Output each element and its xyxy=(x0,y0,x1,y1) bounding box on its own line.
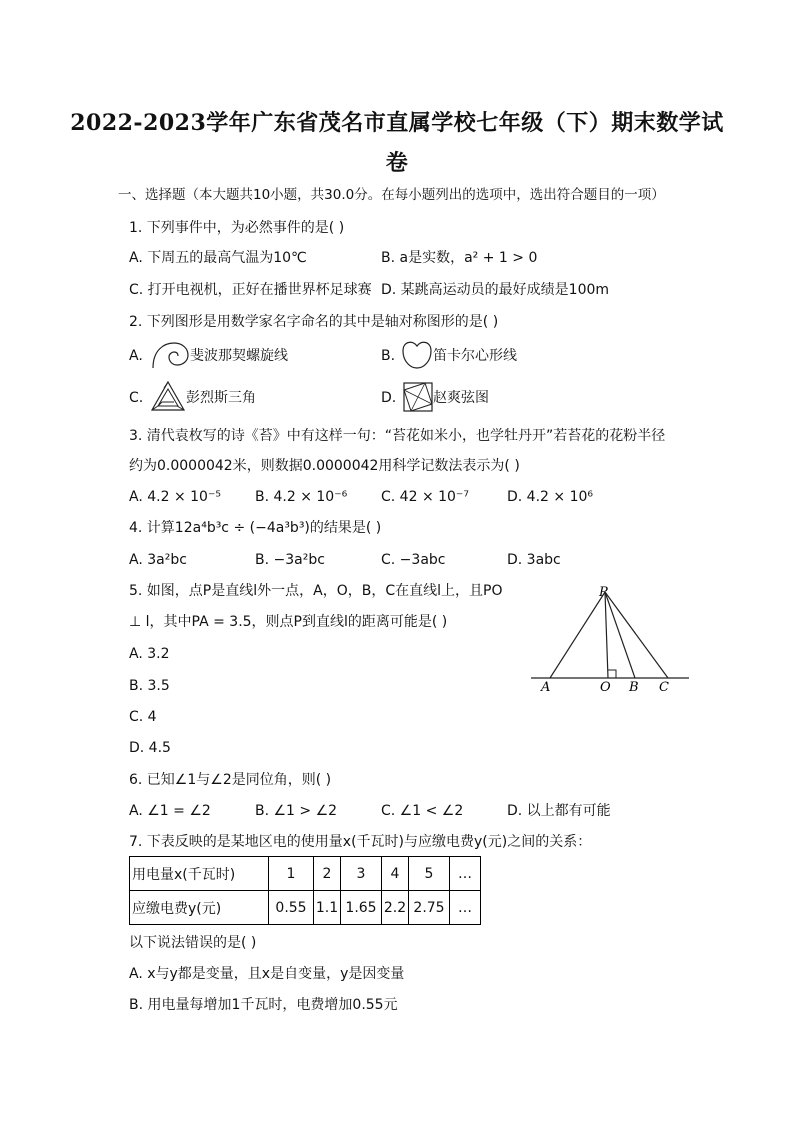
question-2-option-c-prefix: C. xyxy=(129,390,144,406)
question-2-option-a-prefix: A. xyxy=(129,348,143,364)
question-6-stem: 6. 已知∠1与∠2是同位角，则( ) xyxy=(129,772,332,788)
table-row xyxy=(130,857,481,891)
question-3-stem-line2: 约为0.0000042米，则数据0.0000042用科学记数法表示为( ) xyxy=(129,458,520,474)
question-1-option-b: B. a是实数，a² + 1 > 0 xyxy=(381,250,538,266)
question-7-option-b: B. 用电量每增加1千瓦时，电费增加0.55元 xyxy=(129,997,398,1013)
geometry-figure xyxy=(525,578,695,698)
question-1-option-a: A. 下周五的最高气温为10℃ xyxy=(129,250,307,266)
question-2-option-c-label: 彭烈斯三角 xyxy=(186,390,256,406)
table-cell: 5 xyxy=(409,857,450,891)
section-heading: 一、选择题（本大题共10小题，共30.0分。在每小题列出的选项中，选出符合题目的一项） xyxy=(118,187,665,203)
cardioid-icon xyxy=(401,340,433,370)
page-title-line2: 卷 xyxy=(385,150,409,176)
label-B: B xyxy=(629,680,639,695)
question-6-option-a: A. ∠1 = ∠2 xyxy=(129,803,211,819)
question-6-option-c: C. ∠1 < ∠2 xyxy=(381,803,464,819)
question-2-stem: 2. 下列图形是用数学家名字命名的其中是轴对称图形的是( ) xyxy=(129,314,499,330)
question-2-option-d-prefix: D. xyxy=(381,390,397,406)
table-cell: 4 xyxy=(382,857,409,891)
table-row-header: 用电量x(千瓦时) xyxy=(130,857,269,891)
table-cell: 1.1 xyxy=(314,891,341,925)
table-cell: 3 xyxy=(341,857,382,891)
question-3-stem-line1: 3. 清代袁枚写的诗《苔》中有这样一句：“苔花如米小，也学牡丹开”若苔花的花粉半径 xyxy=(129,428,666,444)
question-2-option-d-label: 赵爽弦图 xyxy=(433,390,489,406)
page-title-line1: 2022-2023学年广东省茂名市直属学校七年级（下）期末数学试 xyxy=(70,110,724,136)
penrose-triangle-icon xyxy=(150,380,186,414)
table-cell: … xyxy=(450,857,481,891)
question-1-stem: 1. 下列事件中，为必然事件的是( ) xyxy=(129,220,345,236)
question-4-stem: 4. 计算12a⁴b³c ÷ (−4a³b³)的结果是( ) xyxy=(129,520,382,536)
question-5-option-c: C. 4 xyxy=(129,709,157,725)
question-7-stem: 7. 下表反映的是某地区电的使用量x(千瓦时)与应缴电费y(元)之间的关系： xyxy=(129,834,592,850)
label-C: C xyxy=(659,680,669,695)
fibonacci-spiral-icon xyxy=(150,340,190,370)
segment-PA xyxy=(550,592,605,678)
question-5-option-b: B. 3.5 xyxy=(129,678,170,694)
question-3-option-c: C. 42 × 10⁻⁷ xyxy=(381,489,469,505)
question-4-option-c: C. −3abc xyxy=(381,552,446,568)
question-4-option-d: D. 3abc xyxy=(507,552,561,568)
question-4-option-a: A. 3a²bc xyxy=(129,552,187,568)
table-row-header: 应缴电费y(元) xyxy=(130,891,269,925)
right-angle-mark xyxy=(608,670,616,678)
question-6-option-d: D. 以上都有可能 xyxy=(507,803,611,819)
question-5-option-a: A. 3.2 xyxy=(129,646,170,662)
table-cell: … xyxy=(450,891,481,925)
question-3-option-d: D. 4.2 × 10⁶ xyxy=(507,489,594,505)
question-5-option-d: D. 4.5 xyxy=(129,740,171,756)
table-cell: 2 xyxy=(314,857,341,891)
question-2-option-b-label: 笛卡尔心形线 xyxy=(433,348,517,364)
label-A: A xyxy=(541,680,551,695)
segment-PC xyxy=(605,592,668,678)
question-7-option-a: A. x与y都是变量，且x是自变量，y是因变量 xyxy=(129,966,405,982)
question-3-option-a: A. 4.2 × 10⁻⁵ xyxy=(129,489,221,505)
question-1-option-d: D. 某跳高运动员的最好成绩是100m xyxy=(381,282,610,298)
table-cell: 1.65 xyxy=(341,891,382,925)
question-6-option-b: B. ∠1 > ∠2 xyxy=(255,803,338,819)
table-cell: 0.55 xyxy=(269,891,314,925)
segment-PB xyxy=(605,592,635,678)
segment-PO xyxy=(605,592,608,678)
question-7-prompt: 以下说法错误的是( ) xyxy=(129,935,257,951)
table-row xyxy=(130,891,481,925)
table-cell: 1 xyxy=(269,857,314,891)
table-cell: 2.75 xyxy=(409,891,450,925)
table-cell: 2.2 xyxy=(382,891,409,925)
question-5-stem-line1: 5. 如图，点P是直线l外一点，A，O，B，C在直线l上，且PO xyxy=(129,583,503,599)
question-3-option-b: B. 4.2 × 10⁻⁶ xyxy=(255,489,348,505)
usage-fee-table xyxy=(129,856,481,925)
question-5-stem-line2: ⊥ l，其中PA = 3.5，则点P到直线l的距离可能是( ) xyxy=(129,614,448,630)
question-4-option-b: B. −3a²bc xyxy=(255,552,325,568)
label-P: P xyxy=(599,585,608,600)
question-2-option-a-label: 斐波那契螺旋线 xyxy=(190,348,288,364)
question-2-option-b-prefix: B. xyxy=(381,348,396,364)
zhao-shuang-diagram-icon xyxy=(403,382,433,412)
label-O: O xyxy=(600,680,611,695)
question-1-option-c: C. 打开电视机，正好在播世界杯足球赛 xyxy=(129,282,372,298)
